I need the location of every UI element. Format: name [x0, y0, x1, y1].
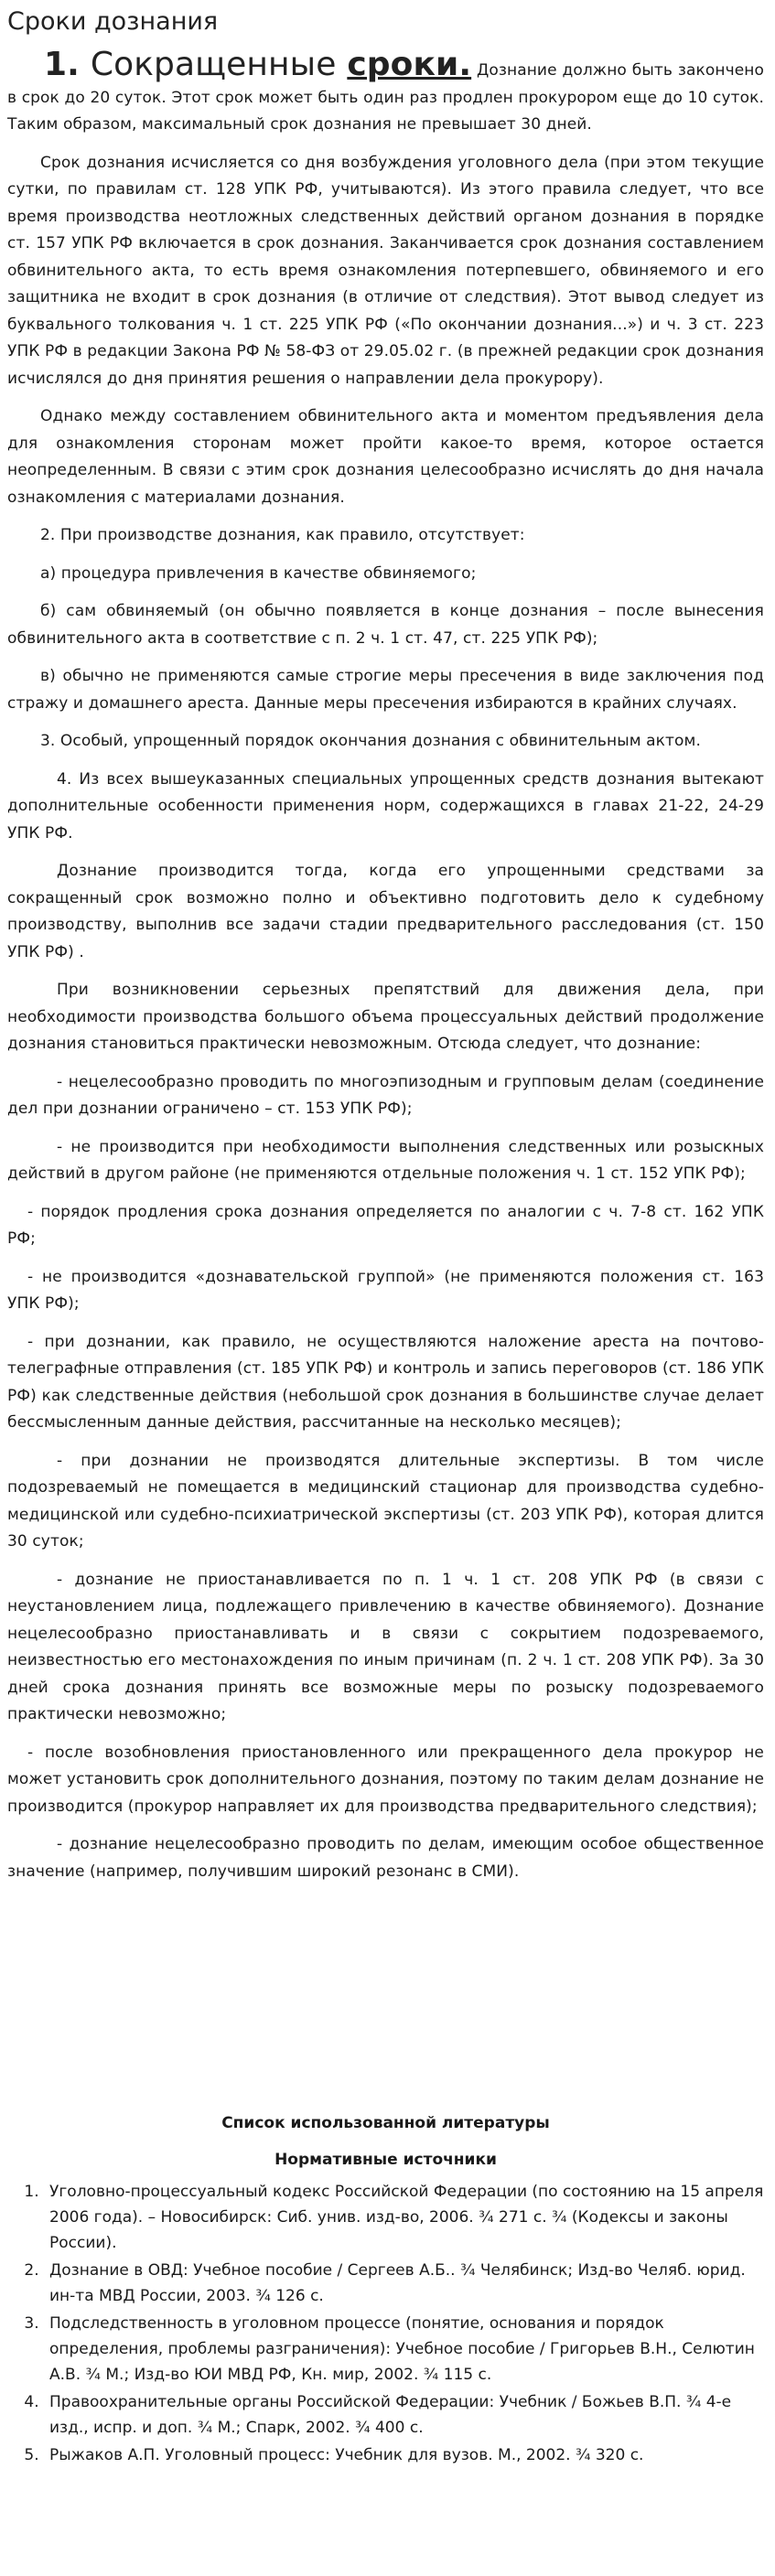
section-number: 1. [44, 46, 80, 83]
section-heading-paragraph [7, 48, 764, 139]
list-item: - при дознании не производятся длительные экспертизы. В том числе подозреваемый не помещается в медицинский стационар для производства судебно-медицинской или судебно-психиатрической экспертизы (ст. 203 УПК РФ), которая длится 30 суток; [7, 1451, 764, 1551]
reference-item: 2. Дознание в ОВД: Учебное пособие / Сергеев А.Б.. ¾ Челябинск; Изд-во Челяб. юрид. ин-та МВД России, 2003. ¾ 126 с. [44, 2258, 764, 2309]
paragraph: 3. Особый, упрощенный порядок окончания дознания с обвинительным актом. [40, 732, 701, 750]
list-item: - не производится «дознавательской группой» (не применяются положения ст. 163 УПК РФ); [7, 1267, 764, 1313]
list-item: - порядок продления срока дознания определяется по аналогии с ч. 7-8 ст. 162 УПК РФ; [7, 1202, 764, 1248]
reference-item: 5. Рыжаков А.П. Уголовный процесс: Учебник для вузов. М., 2002. ¾ 320 с. [44, 2442, 764, 2468]
references-subtitle: Нормативные источники [274, 2151, 497, 2169]
blank-space [7, 1896, 764, 2111]
section-heading [7, 46, 471, 83]
paragraph: Однако между составлением обвинительного акта и моментом предъявления дела для ознакомления сторонам может пройти какое-то время, которое остается неопределенным. В связи с этим срок дознания целесообразно исчислять до дня начала ознакомления с материалами дознания. [7, 407, 764, 507]
list-item: - после возобновления приостановленного или прекращенного дела прокурор не может установить срок дополнительного дознания, поэтому по таким делам дознание не производится (прокурор направляет их для производства предварительного следствия); [7, 1743, 764, 1816]
references-title: Список использованной литературы [221, 2114, 550, 2132]
paragraph: Срок дознания исчисляется со дня возбуждения уголовного дела (при этом текущие сутки, по правилам ст. 128 УПК РФ, учитываются). Из этого правила следует, что все время производства неотложных следственных действий органом дознания в порядке ст. 157 УПК РФ включается в срок дознания. Заканчивается срок дознания составлением обвинительного акта, то есть время ознакомления потерпевшего, обвиняемого и его защитника не входит в срок дознания (в отличие от следствия). Этот вывод следует из буквального толкования ч. 1 ст. 225 УПК РФ («По окончании дознания...») и ч. 3 ст. 223 УПК РФ в редакции Закона РФ № 58-ФЗ от 29.05.02 г. (в прежней редакции срок дознания исчислялся до дня принятия решения о направлении дела прокурору). [7, 153, 764, 388]
paragraph: 2. При производстве дознания, как правило, отсутствует: [40, 526, 525, 544]
intro-text: Дознание должно быть закончено в срок до 20 суток. Этот срок может быть один раз продлен прокурором еще до 10 суток. Таким образом, максимальный срок дознания не превышает 30 дней. [7, 61, 765, 134]
reference-item: 1. Уголовно-процессуальный кодекс Российской Федерации (по состоянию на 15 апреля 2006 года). – Новосибирск: Сиб. унив. изд-во, 2006. ¾ 271 с. ¾ (Кодексы и законы России). [44, 2179, 764, 2256]
list-item: - не производится при необходимости выполнения следственных или розыскных действий в другом районе (не применяются отдельные положения ч. 1 ст. 152 УПК РФ); [7, 1137, 764, 1183]
references-list [7, 2179, 764, 2468]
paragraph: б) сам обвиняемый (он обычно появляется в конце дознания – после вынесения обвинительного акта в соответствие с п. 2 ч. 1 ст. 47, ст. 225 УПК РФ); [7, 602, 764, 648]
list-item: - дознание не приостанавливается по п. 1 ч. 1 ст. 208 УПК РФ (в связи с неустановлением лица, подлежащего привлечению в качестве обвиняемого). Дознание нецелесообразно приостанавливать и в связи с сокрытием подозреваемого, неизвестностью его местонахождения по иным причинам (п. 2 ч. 1 ст. 208 УПК РФ). За 30 дней срока дознания принять все возможные меры по розыску подозреваемого практически невозможно; [7, 1570, 764, 1723]
list-item: - при дознании, как правило, не осуществляются наложение ареста на почтово-телеграфные отправления (ст. 185 УПК РФ) и контроль и запись переговоров (ст. 186 УПК РФ) как следственные действия (небольшой срок дознания в большинстве случае делает бессмысленным данные действия, рассчитанные на несколько месяцев); [7, 1332, 764, 1432]
reference-item: 4. Правоохранительные органы Российской Федерации: Учебник / Божьев В.П. ¾ 4-е изд., испр. и доп. ¾ М.; Спарк, 2002. ¾ 400 с. [44, 2389, 764, 2441]
heading-word-1: Сокращенные [90, 46, 337, 83]
paragraph: а) процедура привлечения в качестве обвиняемого; [40, 564, 477, 583]
page-title: Сроки дознания [7, 7, 219, 36]
paragraph: в) обычно не применяются самые строгие меры пресечения в виде заключения под стражу и домашнего ареста. Данные меры пресечения избираются в крайних случаях. [7, 667, 764, 713]
list-item: - нецелесообразно проводить по многоэпизодным и групповым делам (соединение дел при дознании ограничено – ст. 153 УПК РФ); [7, 1072, 764, 1118]
paragraph: 4. Из всех вышеуказанных специальных упрощенных средств дознания вытекают дополнительные особенности применения норм, содержащихся в главах 21-22, 24-29 УПК РФ. [7, 769, 764, 843]
reference-item: 3. Подследственность в уголовном процессе (понятие, основания и порядок определения, проблемы разграничения): Учебное пособие / Григорьев В.Н., Селютин А.В. ¾ М.; Изд-во ЮИ МВД РФ, Кн. мир, 2002. ¾ 115 с. [44, 2311, 764, 2388]
paragraph: При возникновении серьезных препятствий для движения дела, при необходимости производства большого объема процессуальных действий продолжение дознания становиться практически невозможным. Отсюда следует, что дознание: [7, 981, 764, 1053]
paragraph: Дознание производится тогда, когда его упрощенными средствами за сокращенный срок возможно полно и объективно подготовить дело к судебному производству, выполнив все задачи стадии предварительного расследования (ст. 150 УПК РФ) . [7, 862, 764, 961]
heading-word-2: сроки. [347, 46, 472, 83]
list-item: - дознание нецелесообразно проводить по делам, имеющим особое общественное значение (например, получившим широкий резонанс в СМИ). [7, 1835, 764, 1881]
